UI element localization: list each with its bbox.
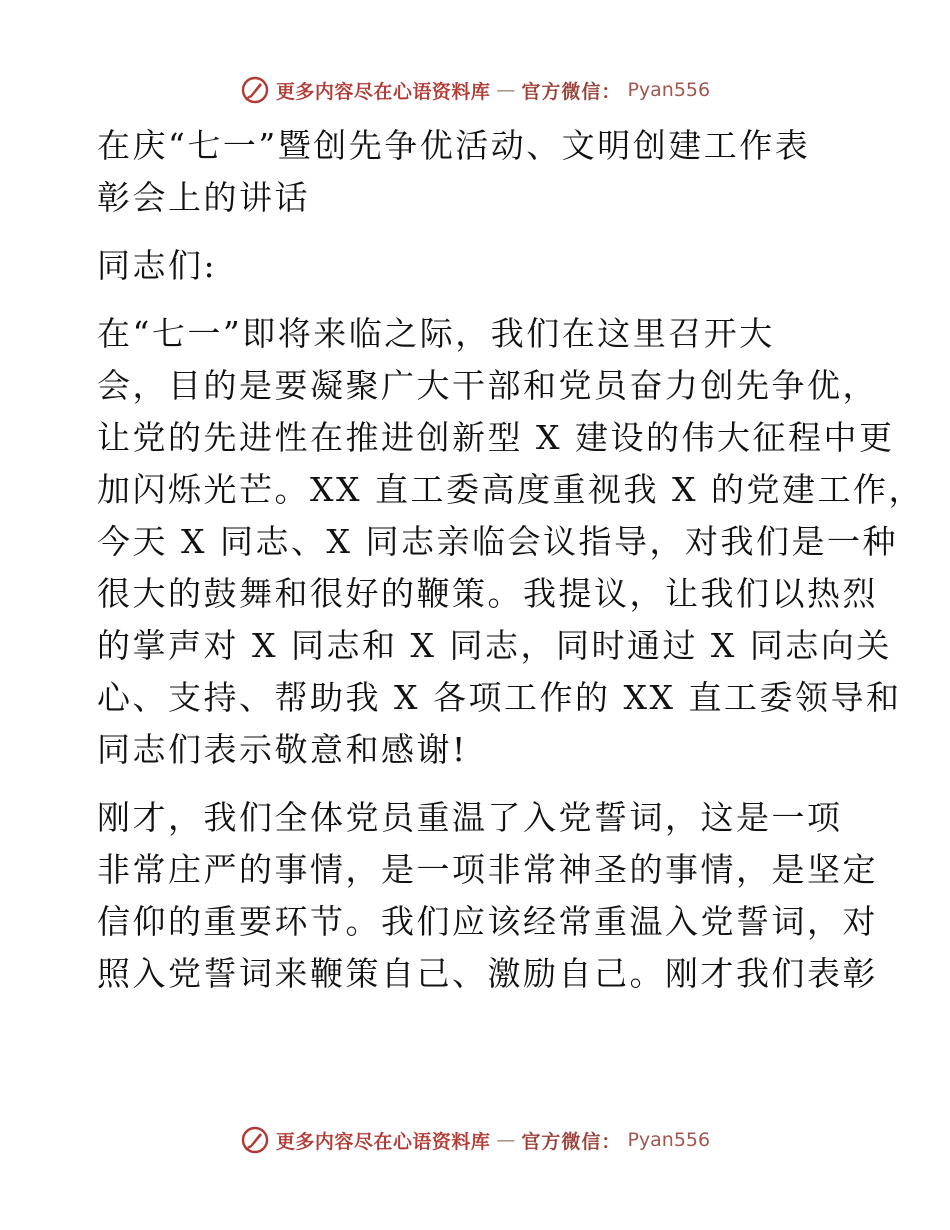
paragraph-line: 在“七一”即将来临之际，我们在这里召开大 [97, 314, 775, 353]
paragraph-line: 加闪烁光芒。XX 直工委高度重视我 X 的党建工作， [97, 470, 924, 509]
watermark-wechat-label: 官方微信： [521, 1130, 622, 1153]
paragraph-line: 同志们表示敬意和感谢! [97, 730, 468, 769]
watermark-wechat-label: 官方微信： [521, 80, 622, 103]
paragraph-line: 照入党誓词来鞭策自己、激励自己。刚才我们表彰 [97, 954, 878, 993]
salutation: 同志们: [97, 246, 218, 285]
quill-pen-icon [240, 1125, 270, 1155]
watermark-text: 更多内容尽在心语资料库 [275, 1130, 491, 1153]
paragraph-line: 让党的先进性在推进创新型 X 建设的伟大征程中更 [97, 418, 895, 457]
title-line: 在庆“七一”暨创先争优活动、文明创建工作表 [97, 126, 811, 165]
document-title [97, 120, 857, 224]
paragraph-line: 今天 X 同志、X 同志亲临会议指导，对我们是一种 [97, 522, 898, 561]
watermark-banner-bottom [0, 1120, 950, 1160]
watermark-dash: — [496, 1129, 516, 1151]
paragraph-line: 很大的鼓舞和很好的鞭策。我提议，让我们以热烈 [97, 574, 878, 613]
watermark-banner-top [0, 70, 950, 110]
watermark-text: 更多内容尽在心语资料库 [275, 80, 491, 103]
title-line: 彰会上的讲话 [97, 178, 310, 217]
paragraph-line: 非常庄严的事情，是一项非常神圣的事情，是坚定 [97, 850, 878, 889]
paragraph-1 [97, 308, 924, 776]
paragraph-2 [97, 792, 878, 1000]
quill-pen-icon [240, 75, 270, 105]
paragraph-line: 的掌声对 X 同志和 X 同志，同时通过 X 同志向关 [97, 626, 892, 665]
watermark-wechat-id: Pyan556 [627, 1129, 711, 1151]
document-body [97, 120, 924, 1000]
paragraph-line: 信仰的重要环节。我们应该经常重温入党誓词，对 [97, 902, 878, 941]
paragraph-line: 会，目的是要凝聚广大干部和党员奋力创先争优， [97, 366, 878, 405]
watermark-wechat-id: Pyan556 [627, 79, 711, 101]
watermark-dash: — [496, 79, 516, 101]
paragraph-line: 刚才，我们全体党员重温了入党誓词，这是一项 [97, 798, 843, 837]
paragraph-line: 心、支持、帮助我 X 各项工作的 XX 直工委领导和 [97, 678, 902, 717]
